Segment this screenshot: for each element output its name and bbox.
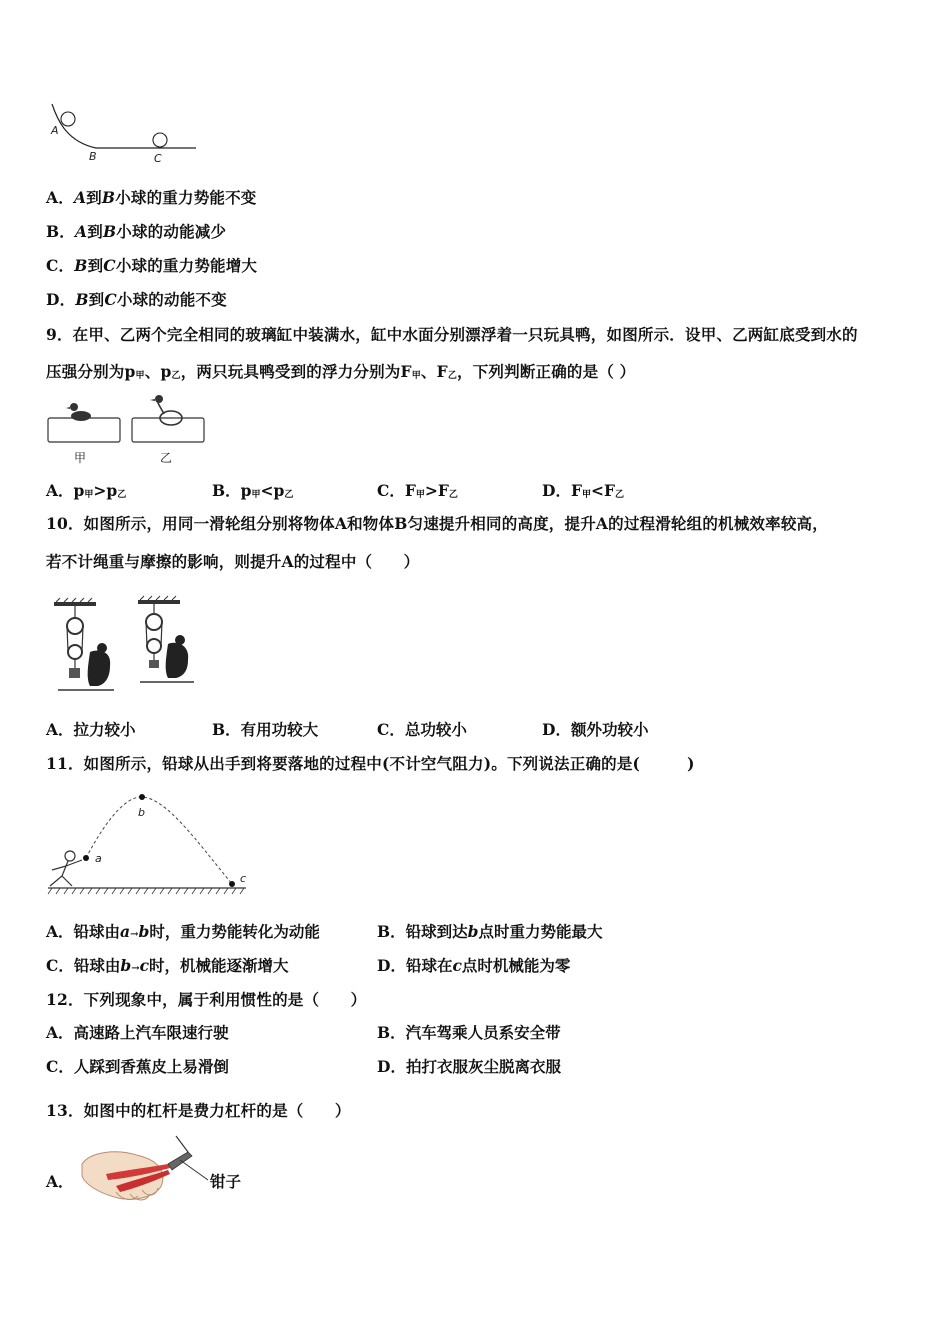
q11-option-d[interactable] [377,954,570,976]
q12-stem-line1: 12．下列现象中，属于利用惯性的是（ ） [46,990,367,1009]
q9-option-c[interactable] [377,479,458,501]
var: B [74,256,88,275]
option-letter: A． [46,188,74,207]
var: b [467,922,479,941]
text: 小球的动能不变 [116,290,227,309]
q11-option-a[interactable] [46,920,320,942]
var: A [75,222,88,241]
text: 到 [88,290,105,309]
q11-option-c[interactable] [46,954,289,976]
shot-put-figure [46,790,256,896]
var: b [138,922,150,941]
var: p [73,481,85,500]
subscript: 甲 [135,371,145,381]
label-jia: 甲 [74,451,87,465]
label-c: c [240,872,247,885]
q11-option-b[interactable] [377,920,602,942]
q12-option-c[interactable]: C．人踩到香蕉皮上易滑倒 [46,1057,229,1076]
ground-hatch [48,888,244,894]
option-letter: C． [377,481,405,500]
text: 点时重力势能最大 [478,922,603,941]
subscript: 乙 [284,490,294,500]
q12-option-d[interactable]: D．拍打衣服灰尘脱离衣服 [377,1057,561,1076]
text: A．铅球由 [46,922,121,941]
text: 小球的重力势能增大 [115,256,258,275]
text: B．铅球到达 [377,922,468,941]
q13-option-a-letter[interactable]: A． [46,1172,74,1191]
subscript: 甲 [251,490,261,500]
text: ，两只玩具鸭受到的浮力分别为F [180,362,412,381]
option-letter: D． [46,290,76,309]
q9-option-d[interactable] [542,479,624,501]
pliers-icon [76,1130,212,1206]
text: 小球的动能减少 [116,222,227,241]
q8-option-c[interactable] [46,254,257,276]
jaw-tip [176,1136,188,1152]
operator: < [260,481,274,500]
subscript: 乙 [447,371,458,381]
pointer-line [180,1160,208,1180]
jaw [168,1152,192,1170]
duck-right-icon [150,395,182,425]
q8-option-a[interactable] [46,186,257,208]
pulley-setup-left [54,598,114,690]
text: 小球的重力势能不变 [115,188,257,207]
var: F [570,481,582,500]
q8-option-b[interactable] [46,220,226,242]
var: p [240,481,252,500]
option-letter: B． [46,222,76,241]
text: 到 [87,256,104,275]
q8-option-d[interactable] [46,288,227,310]
ball-a [61,112,75,126]
trajectory [86,797,232,884]
ramp-curve [52,104,196,148]
q10-option-c[interactable]: C．总功较小 [377,720,467,739]
q10-stem-line1: 10．如图所示，用同一滑轮组分别将物体A和物体B匀速提升相同的高度，提升A的过程滑轮组的机械效率较高， [46,514,828,533]
label-a: A [51,124,59,137]
ball-pos-b [139,794,145,800]
var: b [120,956,132,975]
operator: > [424,481,438,500]
subscript: 乙 [615,490,625,500]
q10-option-d[interactable]: D．额外功较小 [542,720,649,739]
var: A [73,188,87,207]
duck-tanks-figure [46,394,216,466]
text: ，下列判断正确的是（ ） [457,362,636,381]
label-b: B [89,150,97,163]
option-letter: D． [542,481,571,500]
subscript: 甲 [411,371,421,381]
subscript: 乙 [448,490,458,500]
var: B [101,188,116,207]
q9-option-b[interactable] [212,479,293,501]
text: 时，重力势能转化为动能 [149,922,320,941]
text: 时，机械能逐渐增大 [149,956,289,975]
q13-stem-line1: 13．如图中的杠杆是费力杠杆的是（ ） [46,1101,351,1120]
text: 、p [144,362,172,381]
label-b: b [138,806,145,819]
arrow: → [131,963,140,974]
q10-stem-line2: 若不计绳重与摩擦的影响，则提升A的过程中（ ） [46,552,420,571]
q10-option-b[interactable]: B．有用功较大 [212,720,319,739]
subscript: 甲 [84,490,94,500]
ball-pos-c [229,881,235,887]
q11-stem-line1: 11．如图所示，铅球从出手到将要落地的过程中(不计空气阻力)。下列说法正确的是( ) [46,754,695,773]
q12-option-a[interactable]: A．高速路上汽车限速行驶 [46,1023,229,1042]
var: p [273,481,285,500]
option-letter: B． [212,481,241,500]
arrow: → [130,929,139,940]
ball-c [153,133,167,147]
text: C．铅球由 [46,956,121,975]
label-yi: 乙 [160,451,173,465]
var: F [437,481,449,500]
var: c [139,956,150,975]
thrower-icon [50,851,82,886]
pulley-setup-right [138,596,194,682]
text: 点时机械能为零 [461,956,571,975]
q10-option-a[interactable]: A．拉力较小 [46,720,136,739]
var: F [603,481,615,500]
var: C [103,256,116,275]
var: p [106,481,118,500]
subscript: 甲 [581,490,591,500]
option-letter: C． [46,256,75,275]
text: 到 [87,222,103,241]
label-a: a [95,852,102,865]
var: C [104,290,117,309]
q9-option-a[interactable] [46,479,126,501]
var: B [102,222,117,241]
tank-right [132,418,204,442]
subscript: 甲 [415,490,425,500]
tank-left [48,418,120,442]
ball-pos-a [83,855,89,861]
subscript: 乙 [171,371,181,381]
text: 到 [86,188,102,207]
operator: < [590,481,604,500]
text: D．铅球在 [377,956,453,975]
q12-option-b[interactable]: B．汽车驾乘人员系安全带 [377,1023,561,1042]
var: B [75,290,89,309]
var: F [404,481,416,500]
pulley-figure [50,596,200,700]
option-letter: A． [46,481,74,500]
text: 、F [420,362,448,381]
text: 压强分别为p [46,362,136,381]
operator: > [93,481,107,500]
var: a [120,922,131,941]
var: c [452,956,462,975]
q9-stem-line1: 9．在甲、乙两个完全相同的玻璃缸中装满水，缸中水面分别漂浮着一只玩具鸭，如图所示．设甲、乙两缸底受到水的 [46,325,858,344]
ramp-figure [46,102,206,166]
subscript: 乙 [117,490,127,500]
q13-option-a-label: 钳子 [210,1172,242,1191]
q9-stem-line2 [46,360,635,382]
label-c: C [154,152,162,165]
